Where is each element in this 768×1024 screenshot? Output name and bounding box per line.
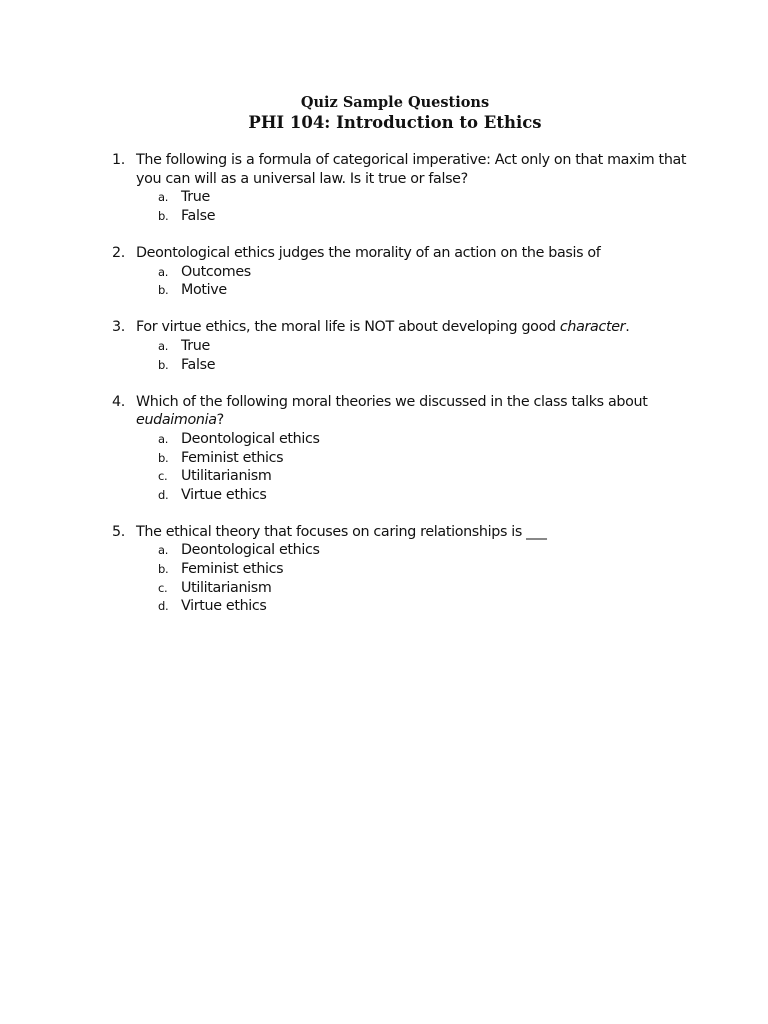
option-text: True (181, 189, 210, 206)
option-letter: a. (158, 338, 169, 353)
option-letter: a. (158, 264, 169, 279)
option-text: Outcomes (181, 263, 251, 280)
option-item (112, 541, 692, 560)
question-2 (112, 244, 692, 300)
document-subtitle: Quiz Sample Questions (300, 94, 490, 111)
option-item (112, 467, 692, 486)
question-text: The ethical theory that focuses on caring relationships is ___ (136, 523, 547, 540)
option-item (112, 560, 692, 579)
question-3 (112, 318, 692, 374)
option-text: True (181, 337, 210, 354)
question-5 (112, 523, 692, 616)
option-item (112, 188, 692, 207)
option-text: Deontological ethics (181, 430, 320, 447)
question-text: Which of the following moral theories we discussed in the class talks about eudaimonia? (136, 393, 648, 429)
question-4 (112, 393, 692, 505)
option-letter: b. (158, 562, 169, 577)
question-text: Deontological ethics judges the morality of an action on the basis of (136, 244, 601, 261)
option-letter: b. (158, 357, 169, 372)
option-list (112, 541, 692, 615)
option-item (112, 281, 692, 300)
option-text: Virtue ethics (181, 598, 267, 615)
question-number: 5. (112, 523, 125, 540)
option-text: Deontological ethics (181, 542, 320, 559)
option-text: Utilitarianism (181, 579, 272, 596)
document-header (0, 93, 768, 133)
option-list (112, 263, 692, 300)
question-text: The following is a formula of categorical imperative: Act only on that maxim that you can will as a universal law. Is it true or false? (136, 152, 687, 187)
option-item (112, 356, 692, 375)
option-text: Feminist ethics (181, 561, 284, 578)
option-letter: c. (158, 580, 168, 595)
option-item (112, 486, 692, 505)
option-letter: b. (158, 450, 169, 465)
option-list (112, 337, 692, 374)
option-letter: a. (158, 431, 169, 446)
option-text: Virtue ethics (181, 486, 267, 503)
question-1 (112, 151, 692, 225)
option-item (112, 449, 692, 468)
question-number: 4. (112, 393, 125, 410)
option-letter: b. (158, 208, 169, 223)
option-letter: d. (158, 487, 169, 502)
option-list (112, 430, 692, 504)
option-text: False (181, 356, 216, 373)
question-number: 2. (112, 244, 125, 261)
option-list (112, 188, 692, 225)
option-text: Feminist ethics (181, 449, 284, 466)
option-letter: c. (158, 469, 168, 484)
document-title: PHI 104: Introduction to Ethics (248, 113, 542, 132)
question-list (112, 151, 692, 634)
option-item (112, 579, 692, 598)
option-letter: d. (158, 599, 169, 614)
question-number: 3. (112, 319, 125, 336)
option-letter: a. (158, 543, 169, 558)
option-item (112, 263, 692, 282)
option-item (112, 597, 692, 616)
option-text: Motive (181, 282, 227, 299)
option-item (112, 207, 692, 226)
question-text: For virtue ethics, the moral life is NOT about developing good character. (136, 319, 630, 336)
option-letter: b. (158, 283, 169, 298)
italic-term: eudaimonia (136, 412, 217, 429)
option-item (112, 430, 692, 449)
question-number: 1. (112, 152, 125, 168)
option-text: Utilitarianism (181, 468, 272, 485)
option-letter: a. (158, 190, 169, 205)
option-text: False (181, 207, 216, 224)
italic-term: character (559, 319, 626, 336)
option-item (112, 337, 692, 356)
